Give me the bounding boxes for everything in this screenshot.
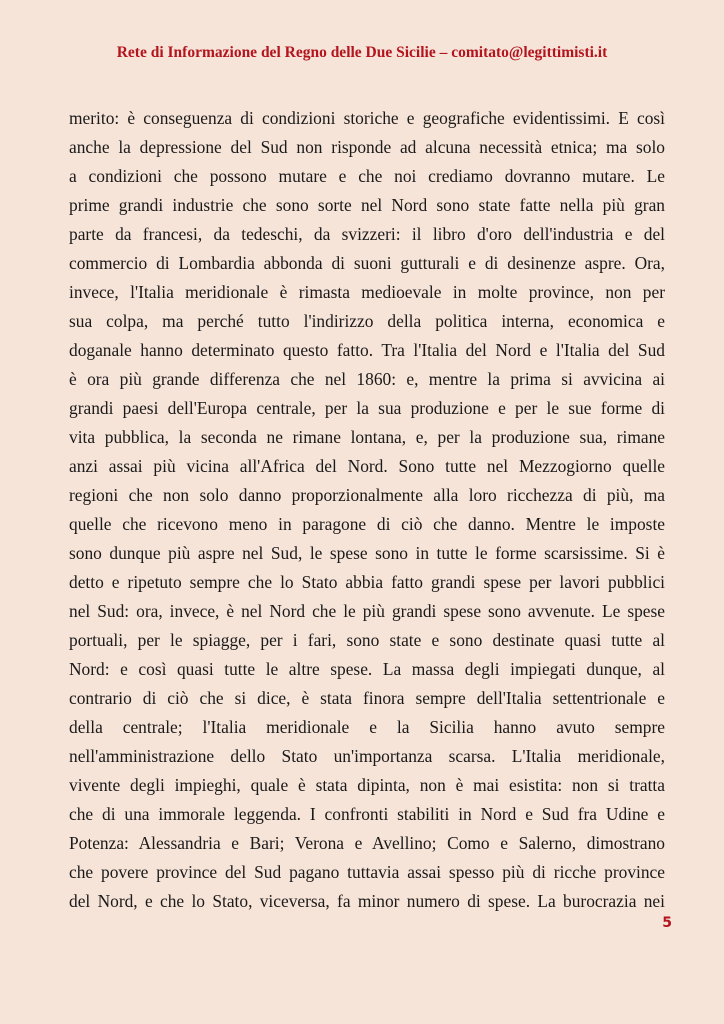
text-line: del Nord, e che lo Stato, viceversa, fa minor numero di spese. La burocrazia nei	[69, 891, 665, 911]
text-line: Nord: e così quasi tutte le altre spese. La massa degli impiegati dunque, al	[69, 659, 665, 679]
text-line: doganale hanno determinato questo fatto. Tra l'Italia del Nord e l'Italia del Sud	[69, 340, 665, 360]
text-line: grandi paesi dell'Europa centrale, per la sua produzione e per le sue forme di	[69, 398, 665, 418]
text-line: commercio di Lombardia abbonda di suoni gutturali e di desinenze aspre. Ora,	[69, 253, 665, 273]
text-line: invece, l'Italia meridionale è rimasta medioevale in molte province, non per	[69, 282, 665, 302]
text-line: nel Sud: ora, invece, è nel Nord che le più grandi spese sono avvenute. Le spese	[69, 601, 665, 621]
text-line: sono dunque più aspre nel Sud, le spese sono in tutte le forme scarsissime. Si è	[69, 543, 665, 563]
text-line: della centrale; l'Italia meridionale e la Sicilia hanno avuto sempre	[69, 717, 665, 737]
text-line: Potenza: Alessandria e Bari; Verona e Avellino; Como e Salerno, dimostrano	[69, 833, 665, 853]
text-line: parte da francesi, da tedeschi, da svizzeri: il libro d'oro dell'industria e del	[69, 224, 665, 244]
text-line: contrario di ciò che si dice, è stata finora sempre dell'Italia settentrionale e	[69, 688, 665, 708]
text-line: vivente degli impieghi, quale è stata dipinta, non è mai esistita: non si tratta	[69, 775, 665, 795]
text-line: portuali, per le spiagge, per i fari, sono state e sono destinate quasi tutte al	[69, 630, 665, 650]
text-line: è ora più grande differenza che nel 1860: e, mentre la prima si avvicina ai	[69, 369, 665, 389]
text-line: nell'amministrazione dello Stato un'importanza scarsa. L'Italia meridionale,	[69, 746, 665, 766]
text-line: che povere province del Sud pagano tuttavia assai spesso più di ricche province	[69, 862, 665, 882]
text-line: detto e ripetuto sempre che lo Stato abbia fatto grandi spese per lavori pubblici	[69, 572, 665, 592]
page-header: Rete di Informazione del Regno delle Due Sicilie – comitato@legittimisti.it	[116, 44, 608, 61]
text-line: prime grandi industrie che sono sorte nel Nord sono state fatte nella più gran	[69, 195, 665, 215]
page-number: 5	[662, 915, 672, 931]
text-line: anche la depressione del Sud non risponde ad alcuna necessità etnica; ma solo	[69, 137, 665, 157]
text-line: a condizioni che possono mutare e che noi crediamo dovranno mutare. Le	[69, 166, 665, 186]
text-line: merito: è conseguenza di condizioni storiche e geografiche evidentissimi. E così	[69, 108, 665, 128]
text-line: che di una immorale leggenda. I confronti stabiliti in Nord e Sud fra Udine e	[69, 804, 665, 824]
text-line: regioni che non solo danno proporzionalmente alla loro ricchezza di più, ma	[69, 485, 665, 505]
text-line: quelle che ricevono meno in paragone di ciò che danno. Mentre le imposte	[69, 514, 665, 534]
body-text	[69, 104, 665, 916]
text-line: vita pubblica, la seconda ne rimane lontana, e, per la produzione sua, rimane	[69, 427, 665, 447]
text-line: anzi assai più vicina all'Africa del Nord. Sono tutte nel Mezzogiorno quelle	[69, 456, 665, 476]
text-line: sua colpa, ma perché tutto l'indirizzo della politica interna, economica e	[69, 311, 665, 331]
